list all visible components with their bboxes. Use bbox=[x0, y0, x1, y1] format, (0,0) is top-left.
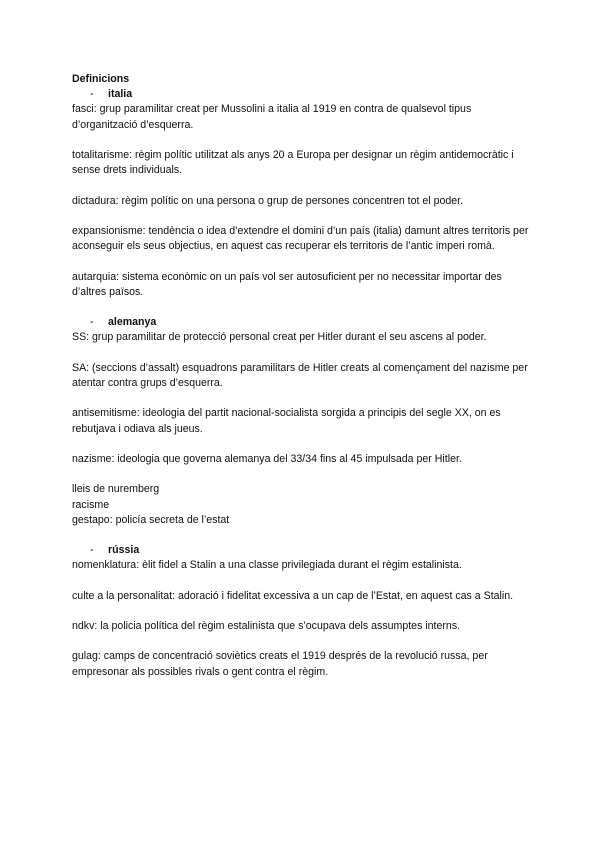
definition-sa: SA: (seccions d’assalt) esquadrons paramilitars de Hitler creats al començament del nazisme per atentar contra grups d’esquerra. bbox=[72, 361, 528, 389]
definition-antisemitisme: antisemitisme: ideologia del partit nacional-socialista sorgida a principis del segle XX, on es rebutjava i odiava als jueus. bbox=[72, 407, 501, 435]
bullet-dash: - bbox=[90, 316, 94, 329]
definition-fasci: fasci: grup paramilitar creat per Mussolini a italia al 1919 en contra de qualsevol tipus d’organització d’esquerra. bbox=[72, 103, 472, 131]
definition-autarquia: autarquia: sistema econòmic on un país vol ser autosuficient per no necessitar importar des d’altres països. bbox=[72, 270, 502, 298]
section-heading-label: italia bbox=[108, 88, 133, 101]
definition-gestapo: gestapo: policía secreta de l’estat bbox=[72, 513, 230, 526]
term-lleis-nuremberg: lleis de nuremberg bbox=[72, 483, 160, 496]
definition-expansionisme: expansionisme: tendència o idea d’extendre el domini d’un país (italia) damunt altres territoris per aconseguir els seus objectius, en aquest cas recuperar els territoris de l’antic imperi romà. bbox=[72, 224, 529, 253]
definition-ndkv: ndkv: la policia política del règim estalinista que s’ocupava dels assumptes interns. bbox=[72, 620, 461, 633]
bullet-dash: - bbox=[90, 544, 94, 557]
section-heading-label: rússia bbox=[108, 544, 140, 557]
section-heading-alemanya bbox=[72, 315, 532, 330]
section-heading-label: alemanya bbox=[108, 316, 157, 329]
section-heading-italia bbox=[72, 87, 532, 102]
document-title: Definicions bbox=[72, 73, 130, 85]
bullet-dash: - bbox=[90, 88, 94, 101]
definition-gulag: gulag: camps de concentració soviètics creats el 1919 després de la revolució russa, per empresonar als possibles rivals o gent contra el règim. bbox=[72, 650, 488, 678]
term-racisme: racisme bbox=[72, 498, 110, 511]
definition-dictadura: dictadura: règim polític on una persona o grup de persones concentren tot el poder. bbox=[72, 194, 464, 207]
document-page bbox=[72, 72, 532, 695]
definition-totalitarisme: totalitarisme: règim polític utilitzat als anys 20 a Europa per designar un règim antidemocràtic i sense drets individuals. bbox=[72, 148, 514, 177]
definition-ss: SS: grup paramilitar de protecció personal creat per Hitler durant el seu ascens al poder. bbox=[72, 331, 487, 344]
definition-culte-personalitat: culte a la personalitat: adoració i fidelitat excessiva a un cap de l’Estat, en aquest cas a Stalin. bbox=[72, 589, 514, 602]
section-heading-russia bbox=[72, 543, 532, 558]
definition-nomenklatura: nomenklatura: èlit fidel a Stalin a una classe privilegiada durant el règim estalinista. bbox=[72, 559, 462, 572]
definition-nazisme: nazisme: ideologia que governa alemanya del 33/34 fins al 45 impulsada per Hitler. bbox=[72, 452, 462, 465]
